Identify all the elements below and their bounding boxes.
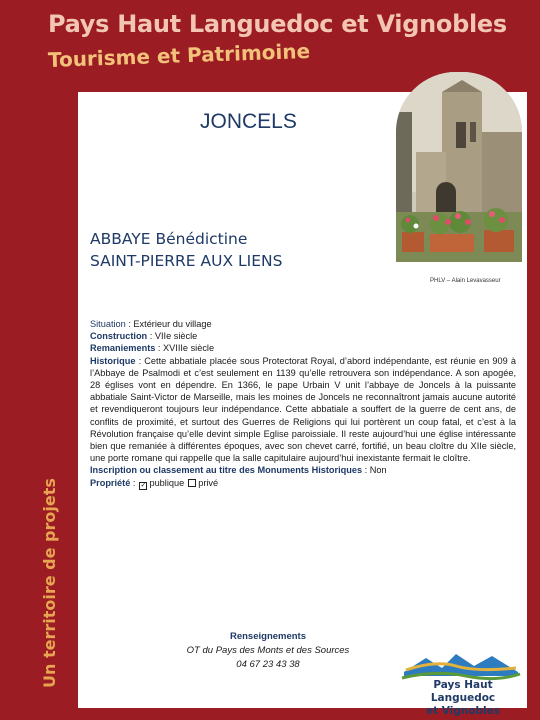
empty-box-icon [188, 479, 196, 487]
historique-paragraph [90, 355, 516, 465]
monument-details [90, 318, 516, 489]
photo-credit: PHLV – Alain Levavasseur [430, 278, 501, 284]
page-title: JONCELS [200, 110, 297, 133]
contact-phone: 04 67 23 43 38 [236, 659, 300, 670]
remaniements-value: : XVIIIe siècle [155, 343, 215, 354]
contact-block [90, 630, 446, 672]
propriete-label: Propriété [90, 477, 131, 488]
propriete-row [90, 477, 516, 489]
historique-label: Historique [90, 355, 136, 366]
sidebar-slogan: Un territoire de projets [40, 478, 59, 688]
inscription-value: : Non [362, 465, 387, 476]
right-band [527, 0, 540, 720]
abbey-photo [396, 72, 522, 262]
brand-title: Pays Haut Languedoc et Vignobles [48, 10, 507, 38]
inscription-label: Inscription ou classement au titre des Monuments Historiques [90, 465, 363, 476]
contact-heading: Renseignements [229, 631, 307, 642]
historique-value: : Cette abbatiale placée sous Protectorat Royal, d’abord indépendante, est réunie en 909 à l’Abbaye de Psalmodi et c’est seulement en 1139 qu’elle retrouvera son indépendance. A son apogée, 28 églises vont en dépendre. En 1366, le pape Urbain V unit l’abbaye de Joncels à la puissante abbatiale Saint-Victor de Marseille, mais les moines de Joncels ne reconnaîtront jamais aucune autorité et revendiqueront toujours leur indépendance. Cette abbatiale a souffert de la guerre de cent ans, de conflits de proximité, et surtout des Guerres de Religions qui lui portèrent un coup fatal, et c’est à la Révolution française qu’elle devint simple Eglise paroissiale. Il reste aujourd’hui une église intéressante bien que remaniée à différentes époques, avec son chevet carré, fortifié, un beau cloître du XIIe siècle, une porte romane qui rappelle que la salle capitulaire aujourd’hui inexistante fermait le cloître. [90, 355, 516, 464]
remaniements-row [90, 342, 516, 354]
option-public-label: publique [149, 477, 185, 488]
brand-subtitle: Tourisme et Patrimoine [47, 38, 311, 72]
construction-value: : VIIe siècle [147, 331, 198, 342]
option-prive-label: privé [198, 477, 219, 488]
checked-box-icon: ✓ [140, 481, 147, 489]
remaniements-label: Remaniements [90, 343, 156, 354]
contact-office: OT du Pays des Monts et des Sources [186, 645, 350, 656]
abbey-photo-image [396, 72, 522, 262]
situation-row [90, 318, 516, 330]
monument-name-line2: SAINT-PIERRE AUX LIENS [90, 252, 283, 270]
left-band [0, 0, 78, 720]
situation-label: Situation [90, 319, 126, 329]
brand-logo-text [404, 679, 522, 718]
monument-name [90, 228, 282, 272]
inscription-row [90, 464, 516, 476]
propriete-separator: : [130, 477, 136, 488]
logo-line1: Pays Haut Languedoc [430, 679, 496, 704]
logo-line2: et Vignobles [425, 705, 501, 717]
monument-name-line1: ABBAYE Bénédictine [90, 230, 248, 248]
construction-label: Construction [90, 331, 148, 342]
construction-row [90, 330, 516, 342]
situation-value: : Extérieur du village [125, 319, 212, 329]
